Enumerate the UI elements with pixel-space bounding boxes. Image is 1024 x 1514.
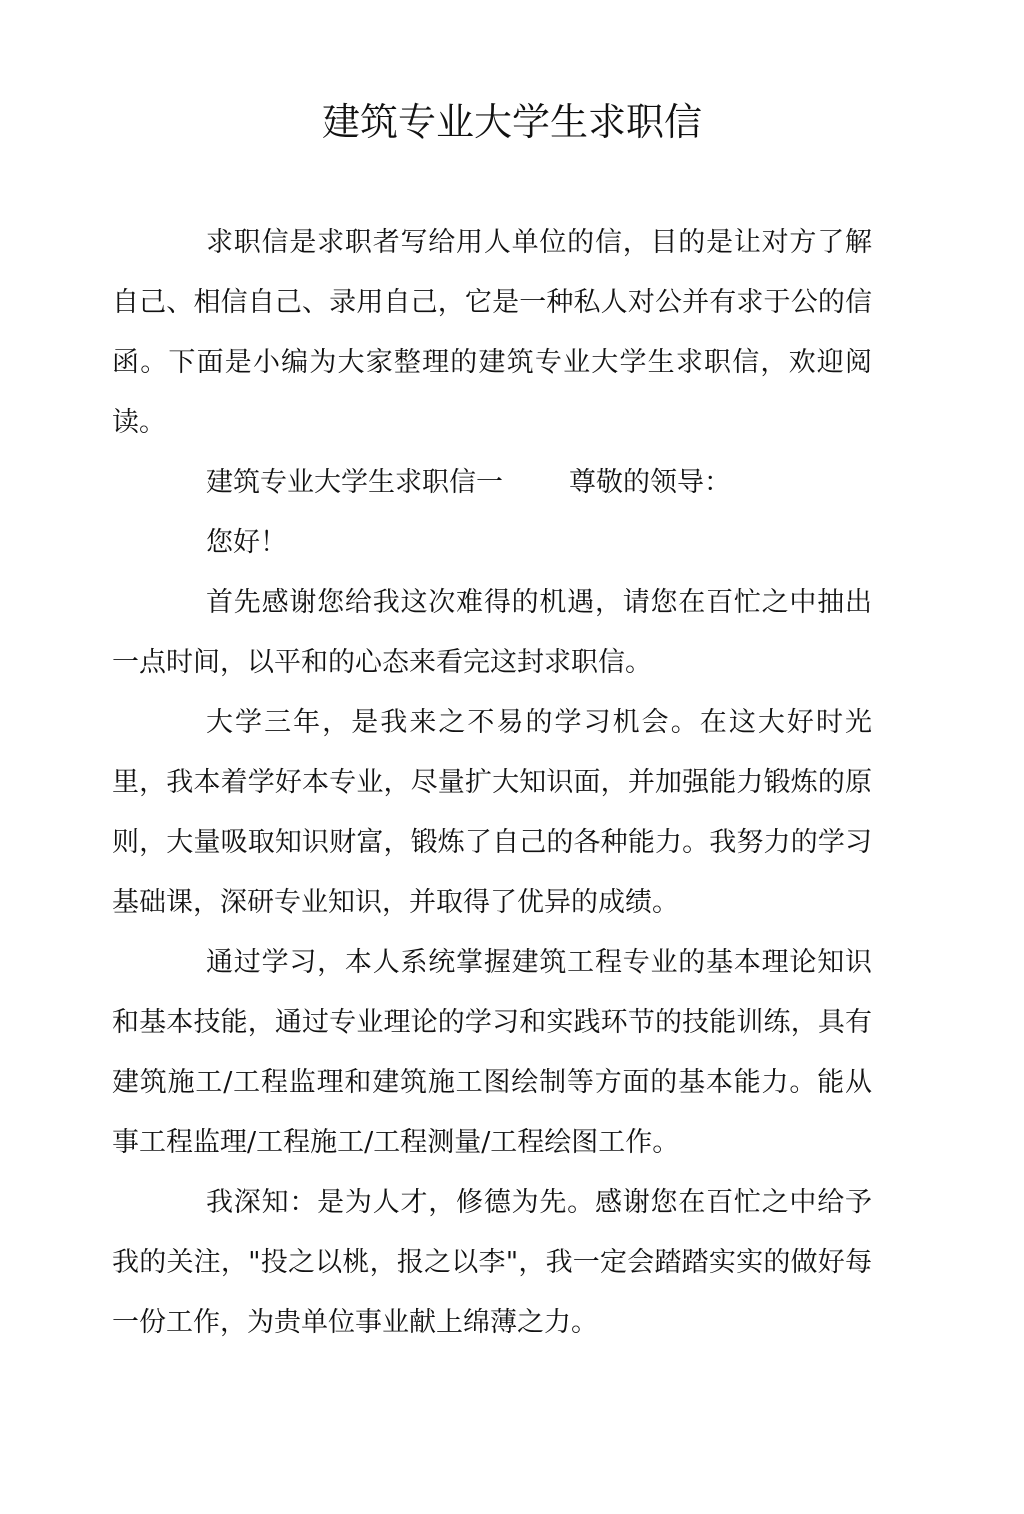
letter-subtitle: 建筑专业大学生求职信一 (206, 467, 503, 498)
document-body (112, 213, 872, 1353)
letter-heading-line (112, 453, 872, 513)
intro-paragraph: 求职信是求职者写给用人单位的信，目的是让对方了解自己、相信自己、录用自己，它是一种私人对公并有求于公的信函。下面是小编为大家整理的建筑专业大学生求职信，欢迎阅读。 (112, 227, 872, 438)
body-paragraph-thanks: 首先感谢您给我这次难得的机遇，请您在百忙之中抽出一点时间，以平和的心态来看完这封求职信。 (112, 587, 872, 678)
salutation: 尊敬的领导： (569, 467, 731, 498)
body-paragraph-university: 大学三年，是我来之不易的学习机会。在这大好时光里，我本着学好本专业，尽量扩大知识面，并加强能力锻炼的原则，大量吸取知识财富，锻炼了自己的各种能力。我努力的学习基础课，深研专业知识，并取得了优异的成绩。 (112, 707, 872, 918)
greeting: 您好！ (206, 527, 287, 558)
document-title: 建筑专业大学生求职信 (321, 100, 702, 144)
body-paragraph-closing: 我深知：是为人才，修德为先。感谢您在百忙之中给予我的关注，"投之以桃，报之以李"，我一定会踏踏实实的做好每一份工作，为贵单位事业献上绵薄之力。 (112, 1187, 872, 1338)
body-paragraph-skills: 通过学习，本人系统掌握建筑工程专业的基本理论知识和基本技能，通过专业理论的学习和实践环节的技能训练，具有建筑施工/工程监理和建筑施工图绘制等方面的基本能力。能从事工程监理/工程施工/工程测量/工程绘图工作。 (112, 947, 872, 1158)
